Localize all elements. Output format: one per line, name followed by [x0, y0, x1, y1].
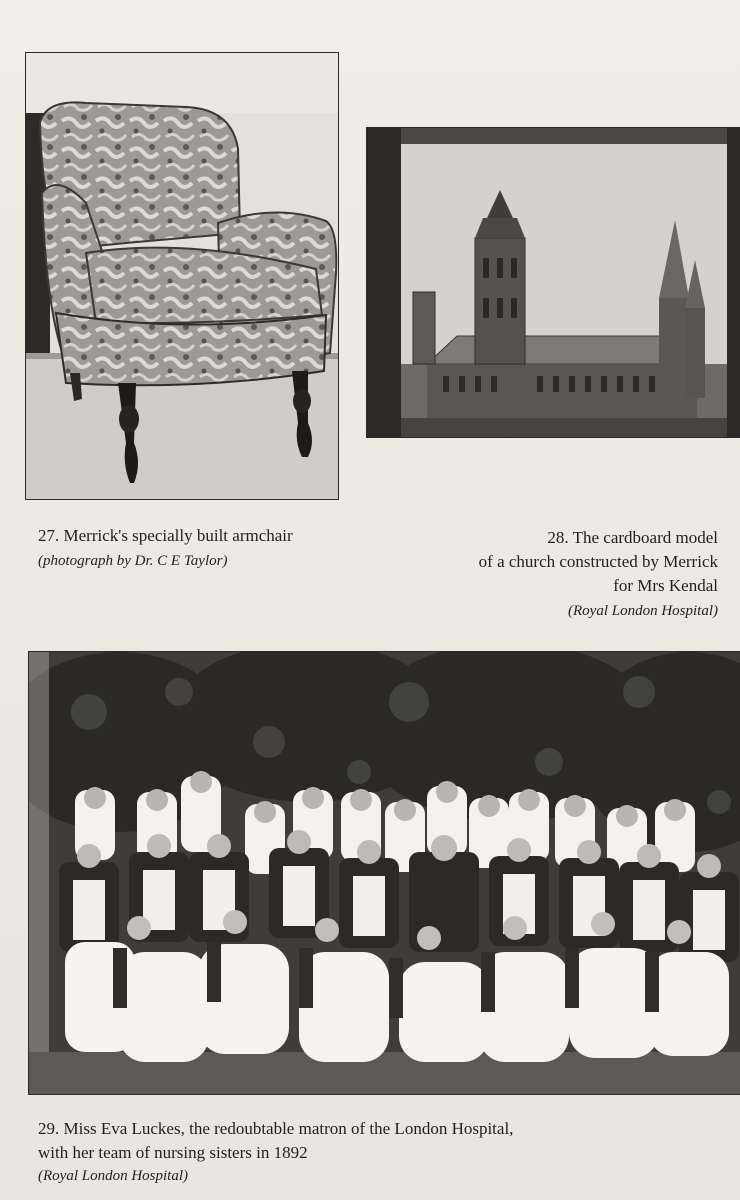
- caption-nurses-credit: (Royal London Hospital): [38, 1168, 188, 1184]
- church-model-photo: [366, 127, 740, 438]
- caption-church: [378, 526, 718, 622]
- caption-armchair: [38, 524, 358, 572]
- caption-armchair-title: 27. Merrick's specially built armchair: [38, 526, 293, 545]
- caption-nurses: [38, 1117, 698, 1187]
- caption-church-line-3: for Mrs Kendal: [613, 576, 718, 595]
- caption-nurses-line-2: with her team of nursing sisters in 1892: [38, 1143, 308, 1162]
- nurses-group-illustration: [29, 652, 740, 1094]
- church-model-illustration: [367, 128, 739, 437]
- armchair-photo: [25, 52, 339, 500]
- nurses-group-photo: [28, 651, 740, 1095]
- caption-armchair-credit: (photograph by Dr. C E Taylor): [38, 553, 228, 569]
- caption-church-line-2: of a church constructed by Merrick: [478, 552, 718, 571]
- caption-church-line-1: 28. The cardboard model: [547, 528, 718, 547]
- armchair-illustration: [26, 53, 338, 499]
- caption-nurses-line-1: 29. Miss Eva Luckes, the redoubtable matron of the London Hospital,: [38, 1119, 514, 1138]
- caption-church-credit: (Royal London Hospital): [568, 603, 718, 619]
